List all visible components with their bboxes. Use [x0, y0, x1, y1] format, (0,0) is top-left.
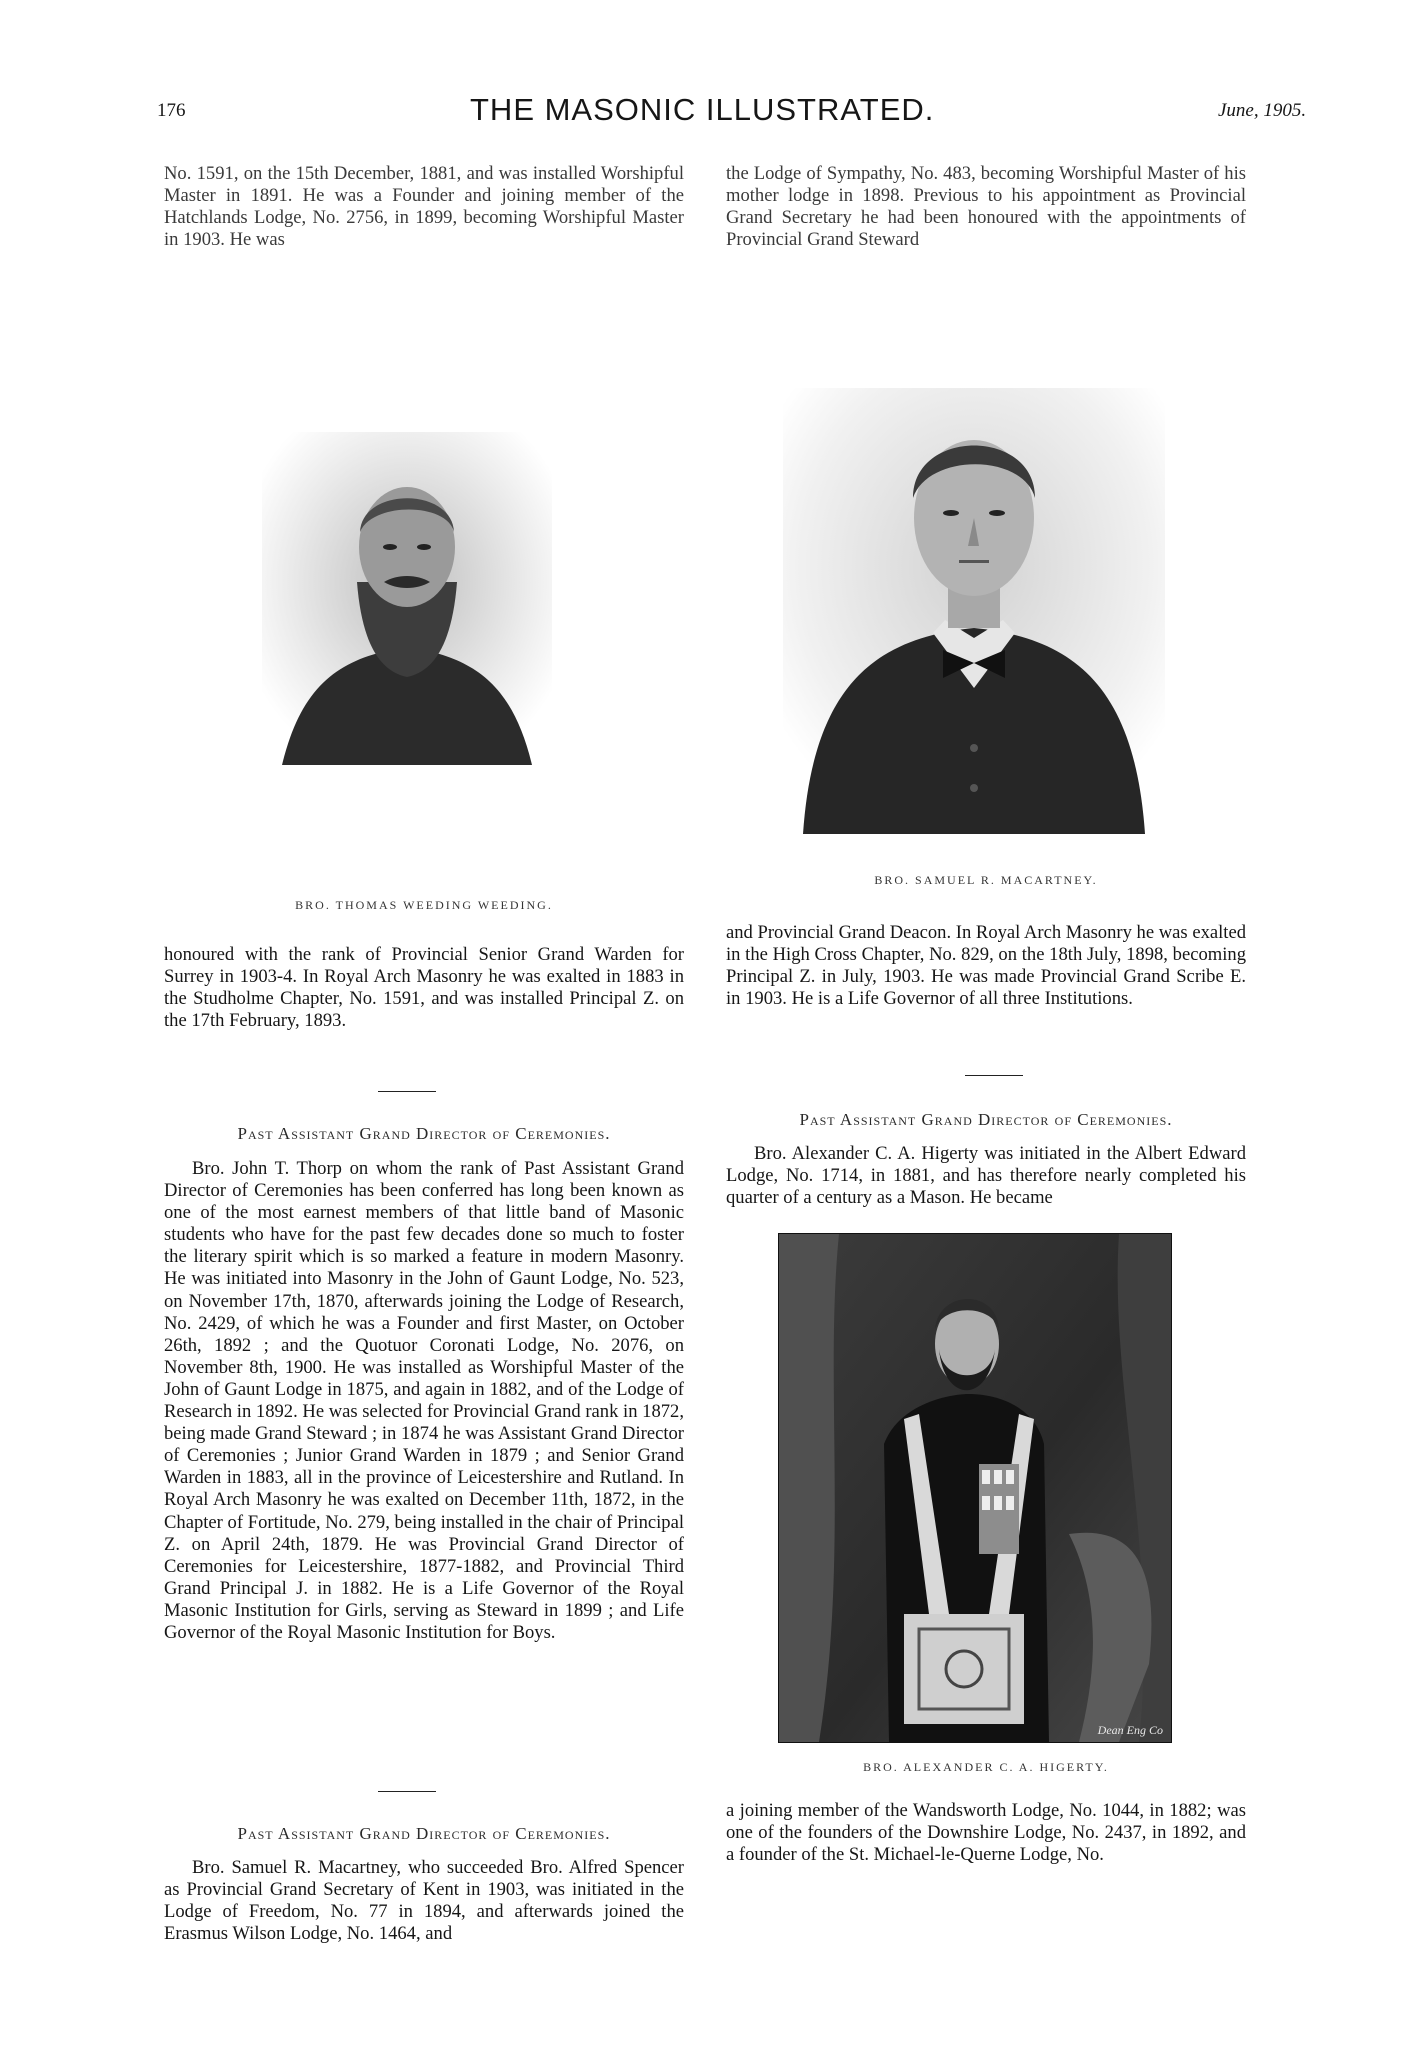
left-paragraph-thorp: Bro. John T. Thorp on whom the rank of Past Assistant Grand Director of Ceremonies has been conferred has long been known as one of the most earnest members of that little band of Masonic students who have for the past few decades done so much to foster the literary spirit which is so marked a feature in modern Masonry. He was initiated into Masonry in the John of Gaunt Lodge, No. 523, on November 17th, 1870, afterwards joining the Lodge of Research, No. 2429, of which he was a Founder and first Master, on October 26th, 1892 ; and the Quotuor Coronati Lodge, No. 2076, on November 8th, 1900. He was installed as Worshipful Master of the John of Gaunt Lodge in 1875, and again in 1882, and of the Lodge of Research in 1892. He was selected for Provincial Grand rank in 1872, being made Grand Steward ; in 1874 he was Assistant Grand Director of Ceremonies ; Junior Grand Warden in 1879 ; and Senior Grand Warden in 1883, all in the province of Leicestershire and Rutland. In Royal Arch Masonry he was exalted on December 11th, 1872, in the Chapter of Fortitude, No. 279, being installed in the chair of Principal Z. on April 24th, 1879. He was Provincial Grand Director of Ceremonies for Leicestershire, 1877-1882, and Provincial Third Grand Principal J. in 1882. He is a Life Governor of the Royal Masonic Institution for Girls, serving as Steward in 1899 ; and Life Governor of the Royal Masonic Institution for Boys.: [164, 1158, 684, 1643]
right-paragraph-higerty-continued: a joining member of the Wandsworth Lodge, No. 1044, in 1882; was one of the founders of the Downshire Lodge, No. 2437, in 1892, and a founder of the St. Michael-le-Querne Lodge, No.: [726, 1800, 1246, 1866]
right-paragraph-1: the Lodge of Sympathy, No. 483, becoming Worshipful Master of his mother lodge in 1898. Previous to his appointment as Provincial Grand Secretary he had been honoured with the appointments of Provincial Grand Steward: [726, 163, 1246, 251]
masthead-title: THE MASONIC ILLUSTRATED.: [470, 92, 935, 127]
issue-date: June, 1905.: [1218, 100, 1307, 121]
section-heading-thorp: Past Assistant Grand Director of Ceremonies.: [237, 1124, 611, 1143]
left-paragraph-2: honoured with the rank of Provincial Senior Grand Warden for Surrey in 1903-4. In Royal Arch Masonry he was exalted in 1883 in the Studholme Chapter, No. 1591, and was installed Principal Z. on the 17th February, 1893.: [164, 944, 684, 1032]
right-paragraph-2: and Provincial Grand Deacon. In Royal Arch Masonry he was exalted in the High Cross Chapter, No. 829, on the 18th July, 1898, becoming Principal Z. in July, 1903. He was made Provincial Grand Scribe E. in 1903. He is a Life Governor of all three Institutions.: [726, 922, 1246, 1010]
section-heading-macartney: Past Assistant Grand Director of Ceremonies.: [237, 1824, 611, 1843]
portrait-thomas-weeding: [262, 432, 552, 765]
portrait-samuel-macartney: [783, 388, 1165, 834]
section-divider: [965, 1075, 1023, 1076]
left-paragraph-1: No. 1591, on the 15th December, 1881, and was installed Worshipful Master in 1891. He was a Founder and joining member of the Hatchlands Lodge, No. 2756, in 1899, becoming Worshipful Master in 1903. He was: [164, 163, 684, 251]
caption-thomas-weeding: BRO. THOMAS WEEDING WEEDING.: [295, 898, 553, 912]
section-divider: [378, 1791, 436, 1792]
right-paragraph-higerty: Bro. Alexander C. A. Higerty was initiated in the Albert Edward Lodge, No. 1714, in 1881, and has therefore nearly completed his quarter of a century as a Mason. He became: [726, 1143, 1246, 1209]
engraver-credit: Dean Eng Co: [1097, 1723, 1163, 1737]
caption-alexander-higerty: BRO. ALEXANDER C. A. HIGERTY.: [863, 1760, 1109, 1774]
section-divider: [378, 1091, 436, 1092]
section-heading-higerty: Past Assistant Grand Director of Ceremonies.: [799, 1110, 1173, 1129]
left-paragraph-macartney: Bro. Samuel R. Macartney, who succeeded Bro. Alfred Spencer as Provincial Grand Secretary of Kent in 1903, was initiated in the Lodge of Freedom, No. 77 in 1894, and afterwards joined the Erasmus Wilson Lodge, No. 1464, and: [164, 1857, 684, 1945]
caption-samuel-macartney: BRO. SAMUEL R. MACARTNEY.: [874, 873, 1098, 887]
page-number: 176: [157, 100, 186, 121]
portrait-alexander-higerty: [778, 1233, 1172, 1743]
